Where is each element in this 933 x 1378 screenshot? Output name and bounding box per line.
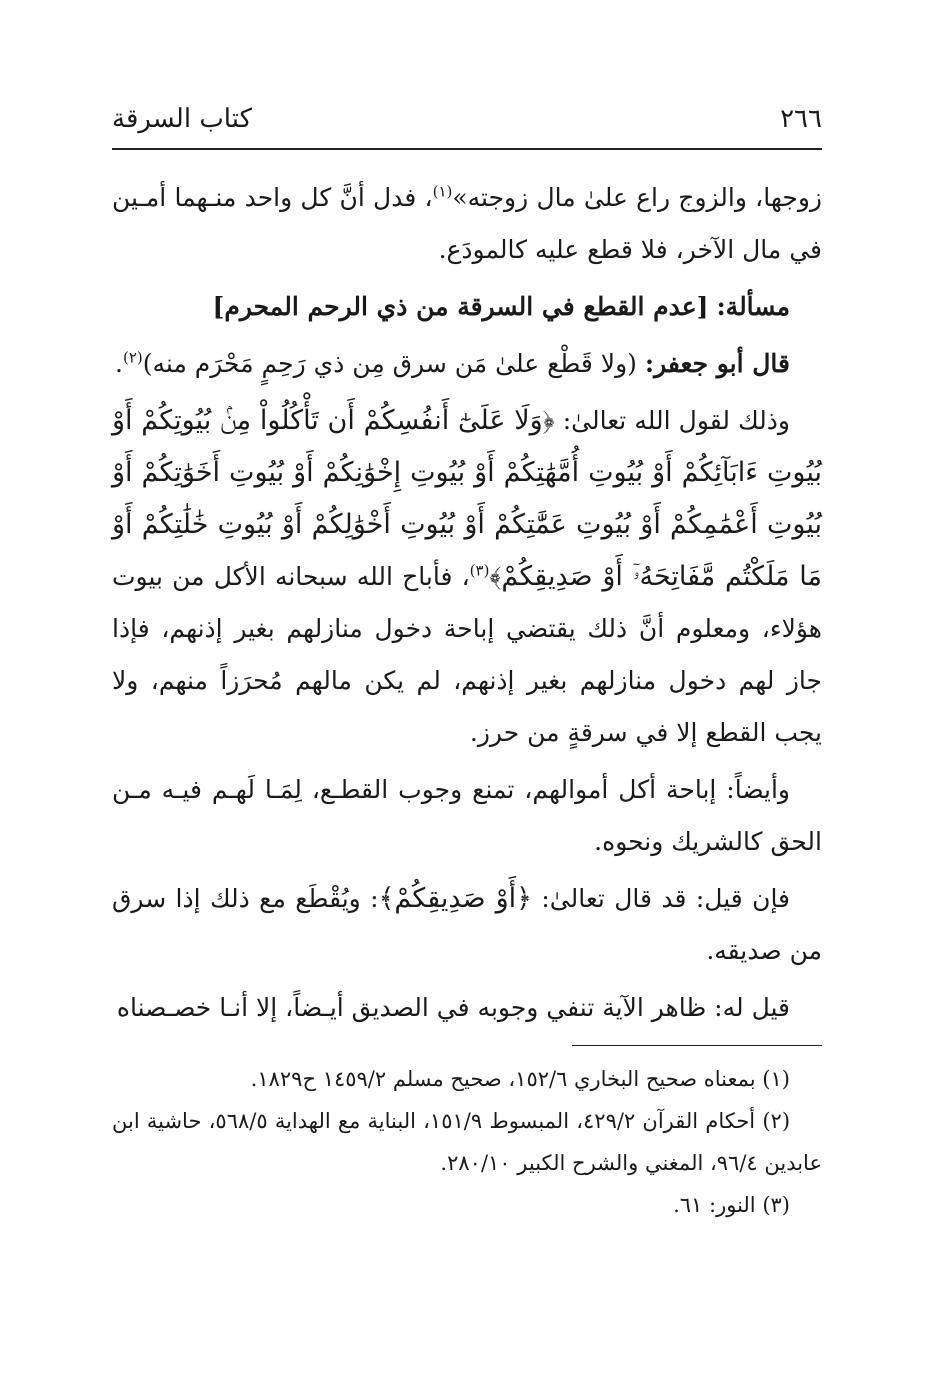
quran-verse: ﴿وَلَا عَلَىٰٓ أَنفُسِكُمْ أَن تَأْكُلُواْ مِنۢ بُيُوتِكُمْ أَوْ بُيُوتِ ءَابَآئِكُمْ أَوْ بُيُوتِ أُمَّهَٰتِكُمْ أَوْ بُيُوتِ إِخْوَٰنِكُمْ أَوْ بُيُوتِ أَخَوَٰتِكُمْ أَوْ بُيُوتِ أَعْمَٰمِكُمْ أَوْ بُيُوتِ عَمَّٰتِكُمْ أَوْ بُيُوتِ أَخْوَٰلِكُمْ أَوْ بُيُوتِ خَٰلَٰتِكُمْ أَوْ مَا مَلَكْتُم مَّفَاتِحَهُۥٓ أَوْ صَدِيقِكُمْ﴾ [112,405,822,592]
footnote-ref-2: (٢) [122,348,143,367]
main-text [112,172,822,1039]
paragraph-also: وأيضاً: إباحة أكل أموالهم، تمنع وجوب القطـع، لِمَـا لَهـم فيـه مـن الحق كالشريك ونحوه. [112,775,822,856]
issue-title: [عدم القطع في السرقة من ذي الرحم المحرم] [212,292,709,321]
paragraph-quote: قال أبو جعفر: (ولا قَطْع علىٰ مَن سرق مِن ذي رَحِمٍ مَحْرَم منه)$^{(٢)}$. [115,348,790,378]
paragraph-1: زوجها، والزوج راع علىٰ مال زوجته»$^{(١)}$، فدل أنَّ كل واحد منـهما أمـين في مال الآخر، فلا قطع عليه كالمودَع. [112,182,822,264]
footnote-2: (٢) أحكام القرآن ٤٢٩/٢، المبسوط ١٥١/٩، البناية مع الهداية ٥٦٨/٥، حاشية ابن عابدين ٩٦/٤، المغني والشرح الكبير ٢٨٠/١٠. [112,1109,822,1175]
footnote-ref-3: (٣) [469,561,490,580]
book-title: كتاب السرقة [112,104,252,134]
paragraph-reply: قيل له: ظاهر الآية تنفي وجوبه في الصديق أيـضاً، إلا أنـا خصـصناه [116,993,790,1022]
footnote-1: (١) بمعناه صحيح البخاري ١٥٢/٦، صحيح مسلم ١٤٥٩/٢ ح١٨٢٩. [250,1067,790,1091]
issue-heading [112,281,822,333]
paragraph-objection: فإن قيل: قد قال تعالىٰ: ﴿أَوْ صَدِيقِكُمْ﴾: ويُقْطَع مع ذلك إذا سرق من صديقه. [112,883,822,965]
speaker-label: قال أبو جعفر: [644,349,790,378]
footnotes [112,1058,822,1226]
paragraph-verse: وذلك لقول الله تعالىٰ: ﴿وَلَا عَلَىٰٓ أَنفُسِكُمْ أَن تَأْكُلُواْ مِنۢ بُيُوتِكُمْ أَوْ بُيُوتِ ءَابَآئِكُمْ أَوْ بُيُوتِ أُمَّهَٰتِكُمْ أَوْ بُيُوتِ إِخْوَٰنِكُمْ أَوْ بُيُوتِ أَخَوَٰتِكُمْ أَوْ بُيُوتِ أَعْمَٰمِكُمْ أَوْ بُيُوتِ عَمَّٰتِكُمْ أَوْ بُيُوتِ أَخْوَٰلِكُمْ أَوْ بُيُوتِ خَٰلَٰتِكُمْ أَوْ مَا مَلَكْتُم مَّفَاتِحَهُۥٓ أَوْ صَدِيقِكُمْ﴾$^{(٣)}$، فأباح الله سبحانه الأكل من بيوت هؤلاء، ومعلوم أنَّ ذلك يقتضي إباحة دخول منازلهم بغير إذنهم، فإذا جاز لهم دخول منازلهم بغير إذنهم، لم يكن مالهم مُحرَزاً منهم، ولا يجب القطع إلا في سرقةٍ من حرز. [112,405,822,747]
page-number: ٢٦٦ [780,104,822,134]
footnote-ref-1: (١) [432,182,453,201]
quran-quote: ﴿أَوْ صَدِيقِكُمْ﴾ [378,883,532,914]
header-rule [112,148,822,150]
issue-label: مسألة: [716,292,790,321]
running-header [112,100,822,140]
footnote-3: (٣) النور: ٦١. [673,1193,790,1217]
footnote-rule [572,1045,822,1046]
